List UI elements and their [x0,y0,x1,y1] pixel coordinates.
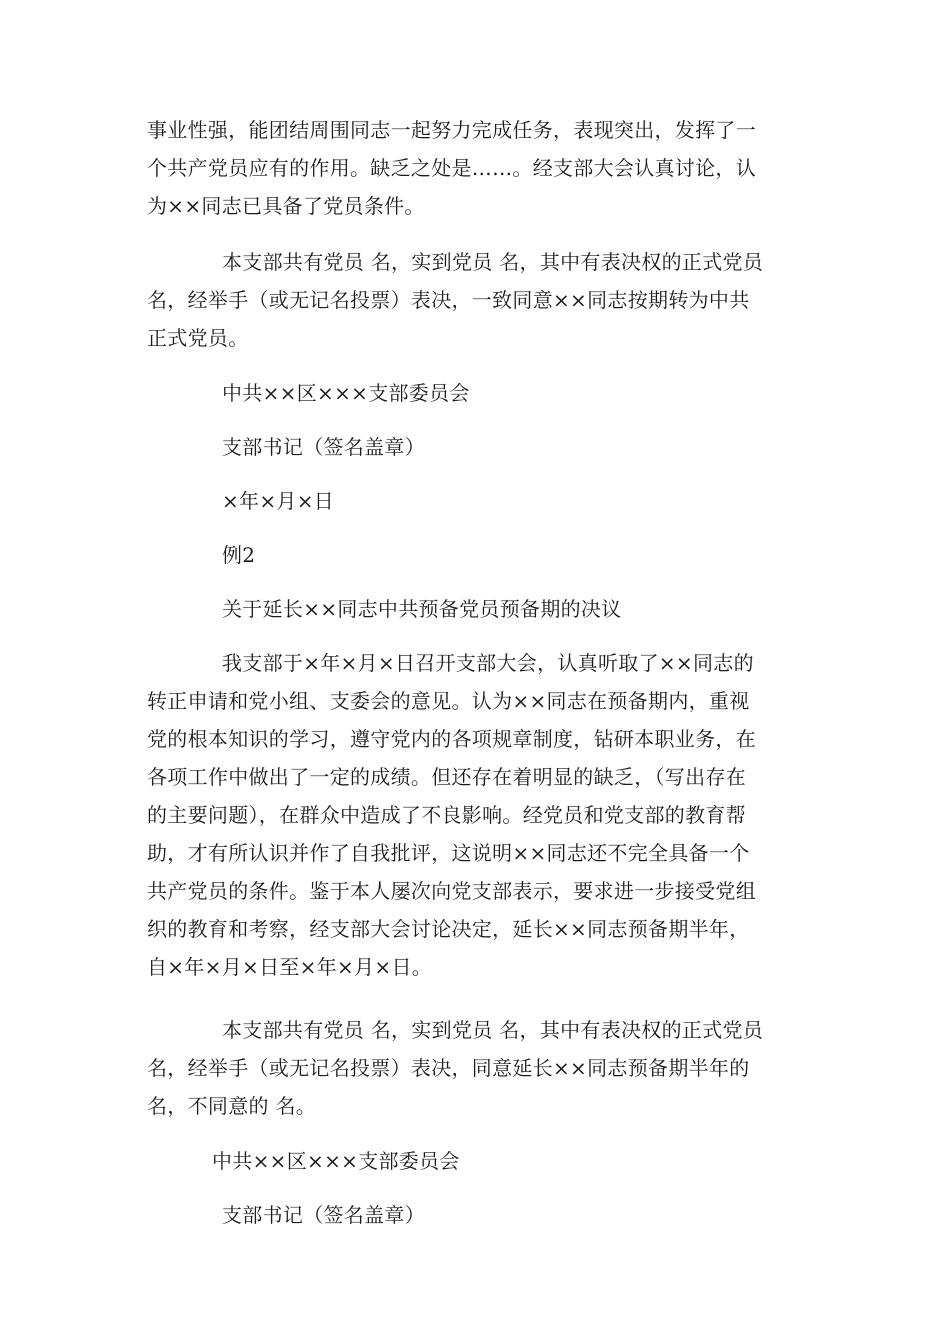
example2-label: 例2 [222,543,256,567]
sign1-date: ×年×月×日 [222,489,335,513]
para3-line-6: 助，才有所认识并作了自我批评，这说明××同志还不完全具备一个 [147,841,750,865]
para3-line-1: 我支部于×年×月×日召开支部大会，认真听取了××同志的 [222,651,754,675]
para4-line-1: 本支部共有党员 名，实到党员 名，其中有表决权的正式党员 [222,1018,764,1042]
para3-line-9: 自×年×月×日至×年×月×日。 [147,955,433,979]
sign2-secretary: 支部书记（签名盖章） [222,1203,425,1227]
para3-line-4: 各项工作中做出了一定的成绩。但还存在着明显的缺乏，（写出存在 [147,765,746,789]
sign1-org: 中共××区×××支部委员会 [222,381,470,405]
para2-line-2: 名，经举手（或无记名投票）表决，一致同意××同志按期转为中共 [147,288,750,312]
sign2-org: 中共××区×××支部委员会 [212,1149,460,1173]
para3-line-2: 转正申请和党小组、支委会的意见。认为××同志在预备期内，重视 [147,689,750,713]
para3-line-3: 党的根本知识的学习，遵守党内的各项规章制度，钻研本职业务，在 [147,727,756,751]
para3-line-8: 织的教育和考察，经支部大会讨论决定，延长××同志预备期半年， [147,917,750,941]
para3-line-7: 共产党员的条件。鉴于本人屡次向党支部表示，要求进一步接受党组 [147,879,756,903]
para1-line-1: 事业性强，能团结周围同志一起努力完成任务，表现突出，发挥了一 [147,118,756,142]
para1-line-3: 为××同志已具备了党员条件。 [147,194,425,218]
para2-line-1: 本支部共有党员 名，实到党员 名，其中有表决权的正式党员 [222,250,764,274]
para2-line-3: 正式党员。 [147,326,249,350]
para4-line-2: 名，经举手（或无记名投票）表决，同意延长××同志预备期半年的 [147,1056,750,1080]
example2-title: 关于延长××同志中共预备党员预备期的决议 [222,597,622,621]
para1-line-2: 个共产党员应有的作用。缺乏之处是……。经支部大会认真讨论，认 [147,156,756,180]
para4-line-3: 名，不同意的 名。 [147,1094,317,1118]
sign1-secretary: 支部书记（签名盖章） [222,435,425,459]
para3-line-5: 的主要问题），在群众中造成了不良影响。经党员和党支部的教育帮 [147,803,746,827]
